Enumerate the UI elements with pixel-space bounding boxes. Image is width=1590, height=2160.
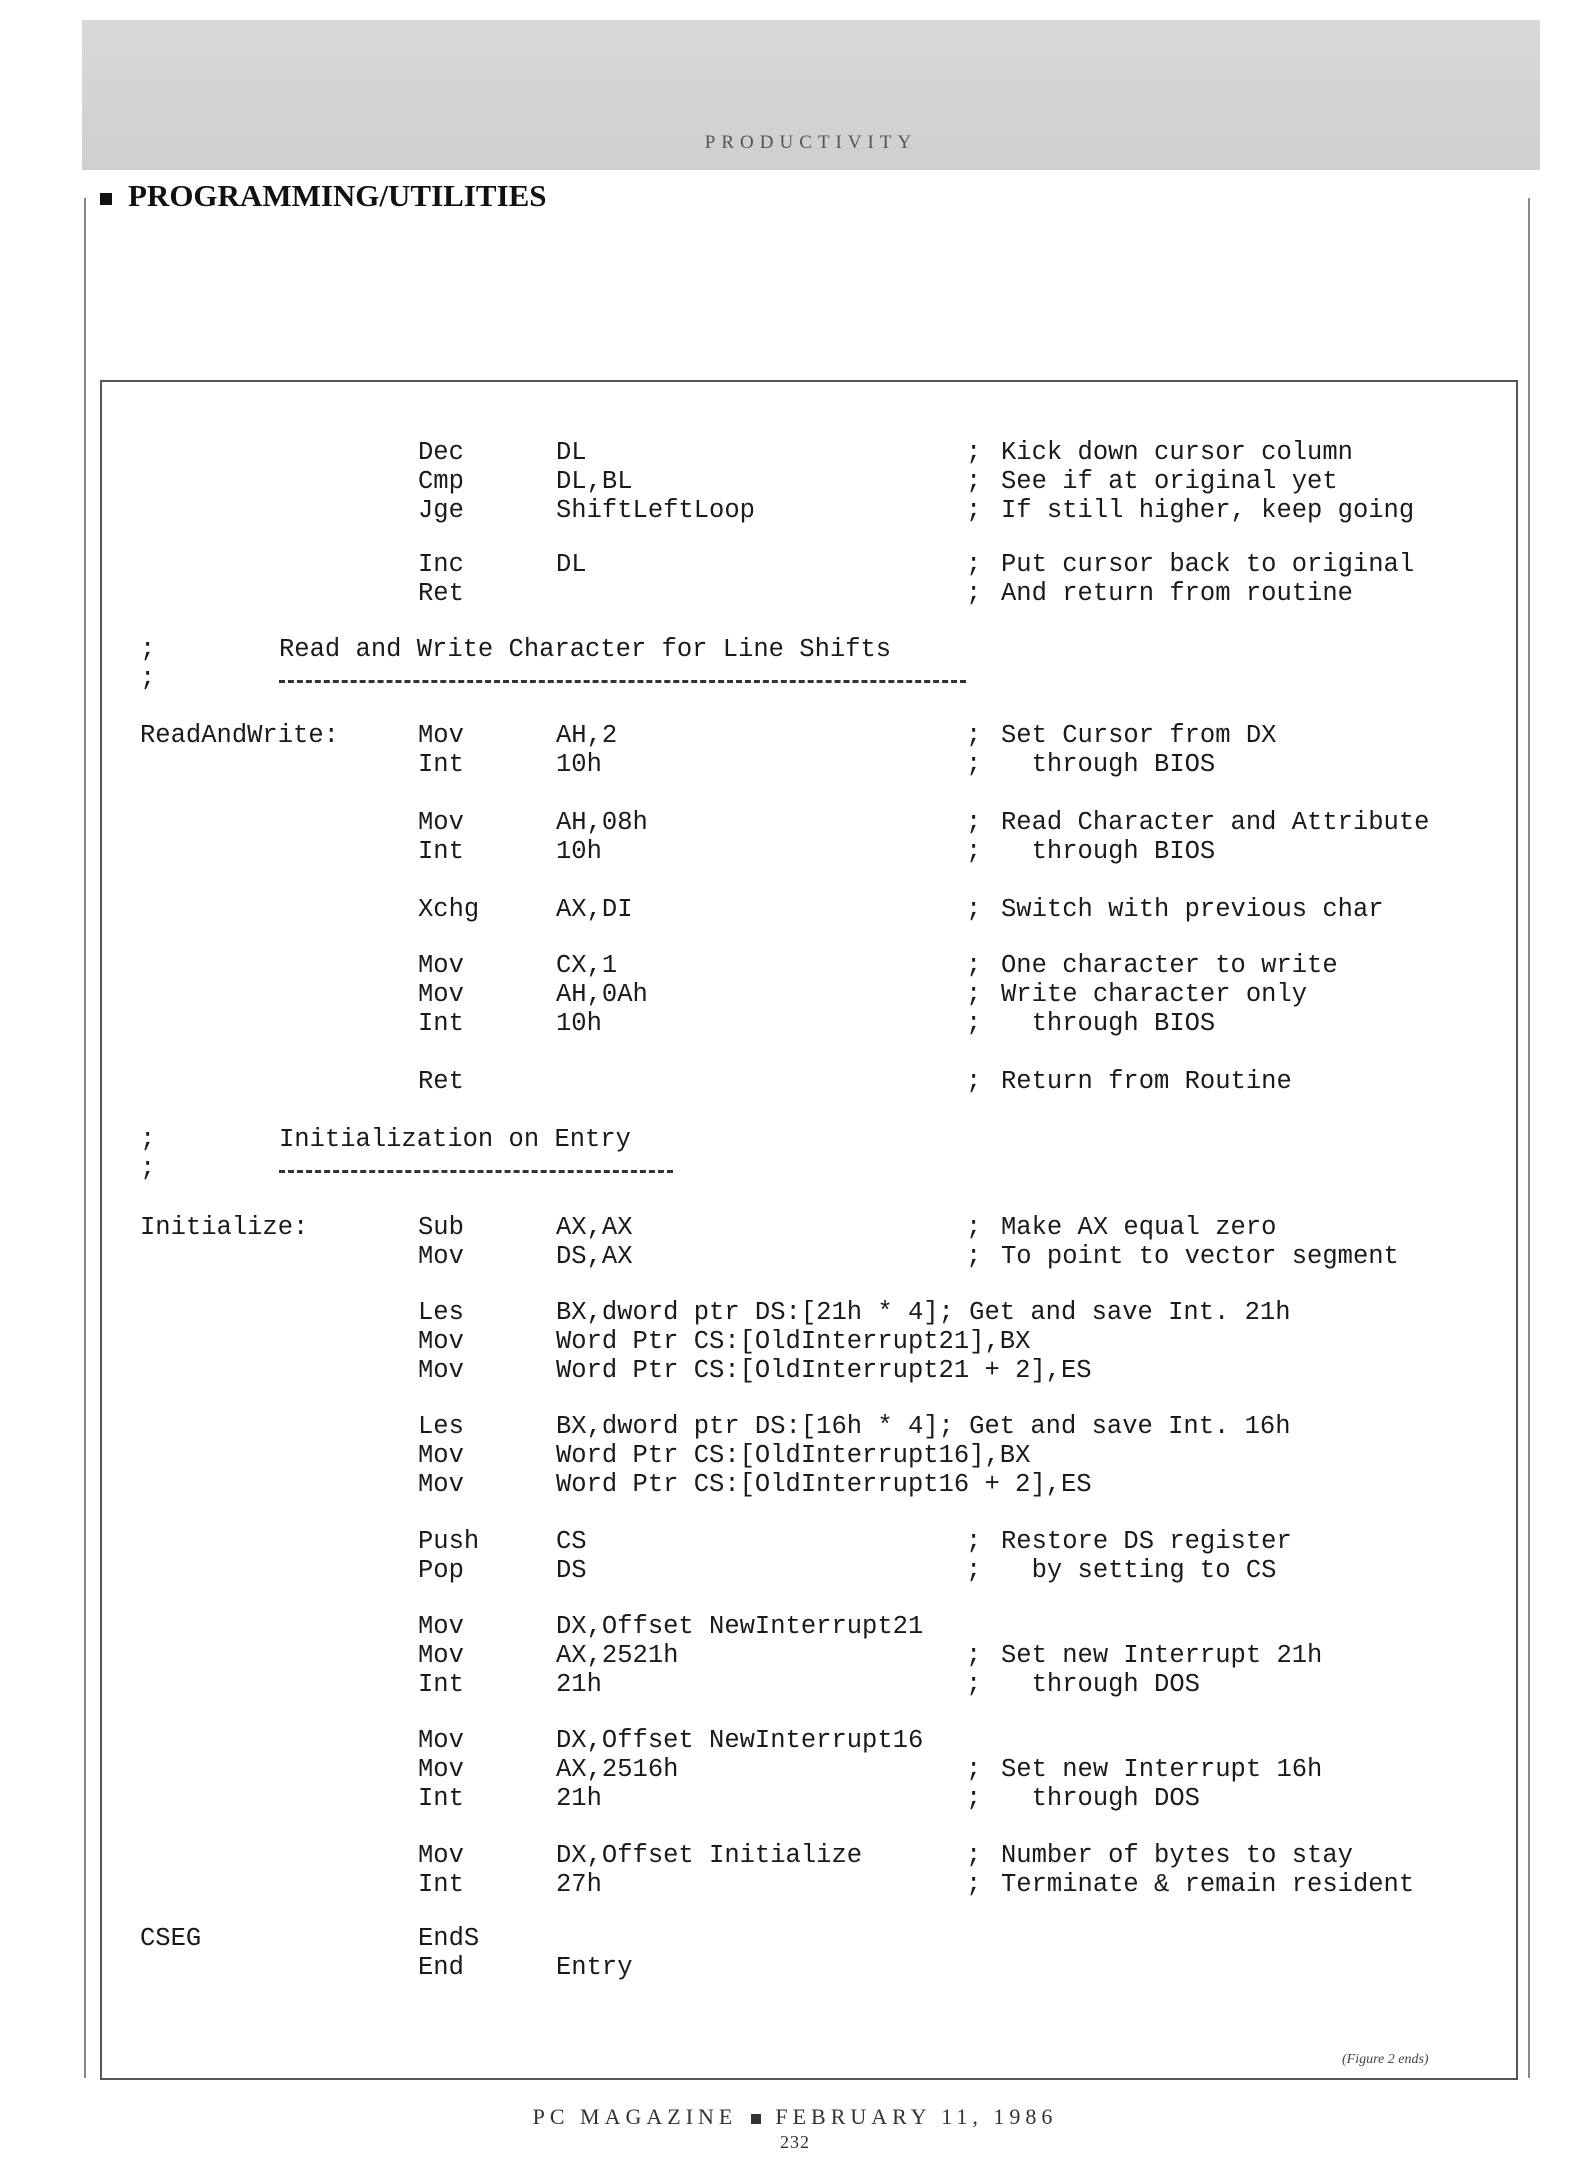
code-opcode: End [418,1953,464,1982]
code-opcode: Ret [418,1067,464,1096]
code-opcode: EndS [418,1924,480,1953]
code-opcode: Sub [418,1213,464,1242]
code-comment: One character to write [1001,951,1338,980]
square-separator-icon [751,2114,761,2124]
code-label: CSEG [140,1924,202,1953]
code-operands: DL [556,438,587,467]
code-opcode: Mov [418,808,464,837]
comment-semicolon: ; [140,635,156,664]
code-comment: See if at original yet [1001,467,1338,496]
code-opcode: Pop [418,1556,464,1585]
code-comment: Switch with previous char [1001,895,1384,924]
code-comment-semicolon: ; [966,1242,982,1271]
code-comment: Put cursor back to original [1001,550,1415,579]
code-comment-semicolon: ; [966,1641,982,1670]
code-opcode: Mov [418,1841,464,1870]
code-opcode: Xchg [418,895,480,924]
code-operands: 10h [556,1009,602,1038]
code-comment-semicolon: ; [966,1527,982,1556]
code-comment-semicolon: ; [966,1870,982,1899]
code-operands: 27h [556,1870,602,1899]
code-opcode: Mov [418,721,464,750]
code-operands: Word Ptr CS:[OldInterrupt16],BX [556,1441,1031,1470]
comment-semicolon: ; [140,1125,156,1154]
code-comment: Set new Interrupt 16h [1001,1755,1323,1784]
code-operands: AH,08h [556,808,648,837]
code-operands: Word Ptr CS:[OldInterrupt21 + 2],ES [556,1356,1092,1385]
code-comment-semicolon: ; [966,1067,982,1096]
code-comment-semicolon: ; [966,550,982,579]
code-comment: Return from Routine [1001,1067,1292,1096]
code-comment-semicolon: ; [966,467,982,496]
code-operands: Word Ptr CS:[OldInterrupt21],BX [556,1327,1031,1356]
code-opcode: Mov [418,1470,464,1499]
code-operands: AH,0Ah [556,980,648,1009]
right-column-rule [1528,198,1530,2078]
code-comment: by setting to CS [1001,1556,1277,1585]
code-operands: 21h [556,1670,602,1699]
code-comment: Terminate & remain resident [1001,1870,1415,1899]
code-opcode: Mov [418,1641,464,1670]
magazine-name: PC MAGAZINE [532,2104,738,2129]
code-comment-semicolon: ; [966,1670,982,1699]
code-opcode: Push [418,1527,480,1556]
code-comment: Write character only [1001,980,1308,1009]
code-operands: DX,Offset Initialize [556,1841,863,1870]
code-comment-semicolon: ; [966,721,982,750]
page-number: 232 [780,2132,810,2152]
comment-heading: Initialization on Entry [279,1125,631,1154]
code-comment-semicolon: ; [966,1556,982,1585]
code-operands: DX,Offset NewInterrupt21 [556,1612,924,1641]
code-opcode: Les [418,1298,464,1327]
code-operands: ShiftLeftLoop [556,496,755,525]
running-title: PRODUCTIVITY [704,132,918,153]
code-comment-semicolon: ; [966,980,982,1009]
code-comment: If still higher, keep going [1001,496,1415,525]
code-operands: Word Ptr CS:[OldInterrupt16 + 2],ES [556,1470,1092,1499]
code-comment-semicolon: ; [966,1213,982,1242]
code-comment-semicolon: ; [966,951,982,980]
code-comment-semicolon: ; [966,496,982,525]
code-comment: And return from routine [1001,579,1353,608]
code-comment: Restore DS register [1001,1527,1292,1556]
code-opcode: Int [418,1784,464,1813]
code-operands: CS [556,1527,587,1556]
code-opcode: Jge [418,496,464,525]
code-comment-semicolon: ; [966,1009,982,1038]
code-label: ReadAndWrite: [140,721,339,750]
code-operands: BX,dword ptr DS:[16h * 4]; Get and save Int. 16h [556,1412,1291,1441]
code-opcode: Mov [418,1242,464,1271]
code-operands: 21h [556,1784,602,1813]
code-operands: AH,2 [556,721,618,750]
code-comment: Kick down cursor column [1001,438,1353,467]
square-bullet-icon [100,193,112,205]
footer-line [0,2104,1590,2130]
comment-line [0,664,156,694]
code-opcode: Int [418,1009,464,1038]
code-comment: Set new Interrupt 21h [1001,1641,1323,1670]
code-comment: through BIOS [1001,750,1216,779]
code-comment-semicolon: ; [966,750,982,779]
code-operands: AX,AX [556,1213,633,1242]
issue-date: FEBRUARY 11, 1986 [775,2104,1058,2129]
comment-underline [279,680,966,683]
code-operands: BX,dword ptr DS:[21h * 4]; Get and save Int. 21h [556,1298,1291,1327]
code-opcode: Int [418,837,464,866]
code-operands: DX,Offset NewInterrupt16 [556,1726,924,1755]
code-opcode: Mov [418,1755,464,1784]
code-operands: 10h [556,750,602,779]
comment-heading: Read and Write Character for Line Shifts [279,635,892,664]
code-operands: DL,BL [556,467,633,496]
code-opcode: Mov [418,951,464,980]
code-opcode: Mov [418,1441,464,1470]
code-operands: CX,1 [556,951,618,980]
code-operands: AX,2516h [556,1755,679,1784]
code-comment-semicolon: ; [966,438,982,467]
code-opcode: Int [418,1870,464,1899]
code-opcode: Mov [418,1356,464,1385]
code-comment-semicolon: ; [966,837,982,866]
code-operands: DS [556,1556,587,1585]
code-comment: Number of bytes to stay [1001,1841,1353,1870]
code-label: Initialize: [140,1213,309,1242]
section-heading [100,178,547,214]
code-operands: DS,AX [556,1242,633,1271]
comment-semicolon: ; [140,1154,156,1183]
code-opcode: Les [418,1412,464,1441]
code-operands: Entry [556,1953,633,1982]
section-title: PROGRAMMING/UTILITIES [128,178,547,213]
code-comment-semicolon: ; [966,808,982,837]
code-comment: through DOS [1001,1670,1200,1699]
code-opcode: Mov [418,980,464,1009]
left-column-rule [84,198,86,2078]
code-comment: Make AX equal zero [1001,1213,1277,1242]
code-opcode: Mov [418,1612,464,1641]
code-opcode: Mov [418,1327,464,1356]
code-operands: AX,DI [556,895,633,924]
code-opcode: Inc [418,550,464,579]
code-comment-semicolon: ; [966,1784,982,1813]
code-comment-semicolon: ; [966,895,982,924]
code-operands: DL [556,550,587,579]
code-comment: through DOS [1001,1784,1200,1813]
code-opcode: Mov [418,1726,464,1755]
code-comment-semicolon: ; [966,1755,982,1784]
code-comment: through BIOS [1001,1009,1216,1038]
code-opcode: Dec [418,438,464,467]
comment-line [0,635,892,665]
comment-underline [279,1170,673,1173]
code-comment: Read Character and Attribute [1001,808,1430,837]
comment-line [0,1125,631,1155]
code-opcode: Int [418,1670,464,1699]
code-comment: Set Cursor from DX [1001,721,1277,750]
comment-line [0,1154,156,1184]
code-comment-semicolon: ; [966,579,982,608]
code-opcode: Int [418,750,464,779]
code-opcode: Ret [418,579,464,608]
code-comment: To point to vector segment [1001,1242,1399,1271]
code-operands: 10h [556,837,602,866]
code-opcode: Cmp [418,467,464,496]
comment-semicolon: ; [140,664,156,693]
code-comment: through BIOS [1001,837,1216,866]
figure-ends-note: (Figure 2 ends) [1342,2052,1429,2067]
code-operands: AX,2521h [556,1641,679,1670]
code-comment-semicolon: ; [966,1841,982,1870]
